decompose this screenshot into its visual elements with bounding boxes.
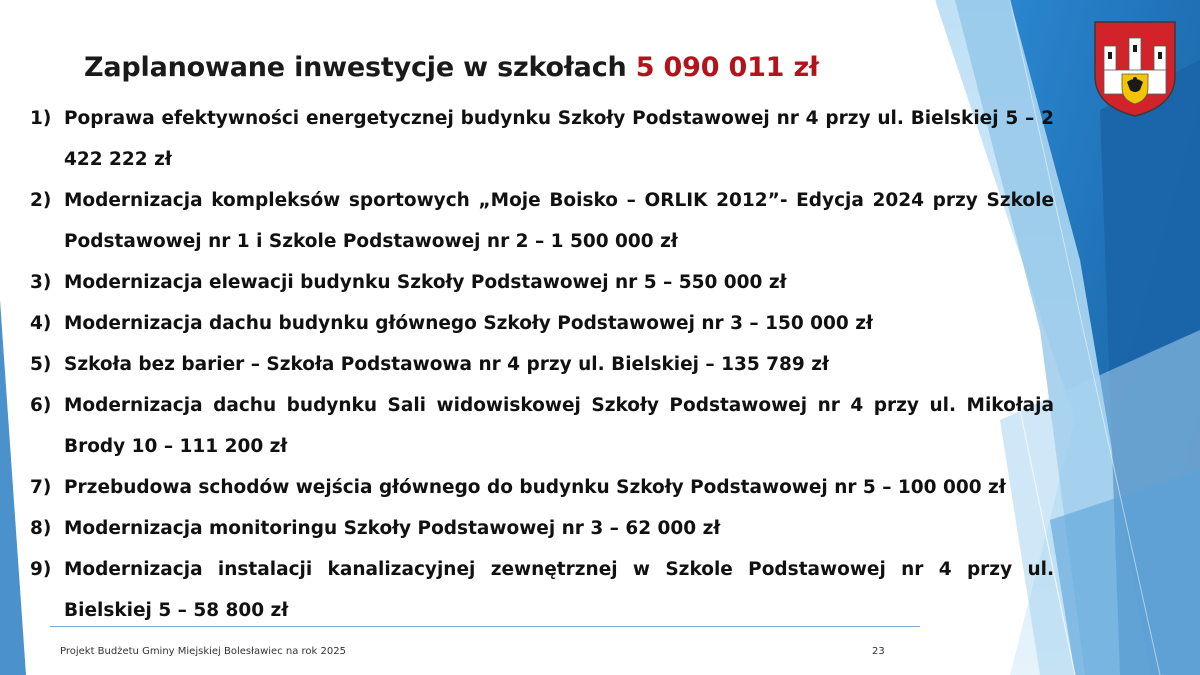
list-item xyxy=(30,344,1054,385)
list-item-number: 8) xyxy=(30,518,52,539)
list-item xyxy=(30,303,1054,344)
list-item xyxy=(30,467,1054,508)
page-number: 23 xyxy=(872,646,885,657)
list-item-text: Modernizacja dachu budynku Sali widowiskowej Szkoły Podstawowej nr 4 przy ul. Mikołaja Brody 10 – 111 200 zł xyxy=(64,395,1054,457)
list-item-number: 9) xyxy=(30,559,52,580)
list-item-text: Poprawa efektywności energetycznej budynku Szkoły Podstawowej nr 4 przy ul. Bielskiej 5 – 2 422 222 zł xyxy=(64,108,1054,170)
list-item-number: 7) xyxy=(30,477,52,498)
list-item-text: Modernizacja kompleksów sportowych „Moje Boisko – ORLIK 2012”- Edycja 2024 przy Szkole Podstawowej nr 1 i Szkole Podstawowej nr 2 – 1 500 000 zł xyxy=(64,190,1054,252)
slide-title-amount: 5 090 011 zł xyxy=(635,52,819,83)
list-item-text: Modernizacja monitoringu Szkoły Podstawowej nr 3 – 62 000 zł xyxy=(64,518,721,539)
list-item-text: Modernizacja dachu budynku głównego Szkoły Podstawowej nr 3 – 150 000 zł xyxy=(64,313,873,334)
list-item xyxy=(30,549,1054,631)
list-item xyxy=(30,262,1054,303)
list-item xyxy=(30,180,1054,262)
list-item-number: 3) xyxy=(30,272,52,293)
investment-list xyxy=(30,98,1054,631)
list-item-number: 1) xyxy=(30,108,52,129)
list-item-number: 6) xyxy=(30,395,52,416)
list-item xyxy=(30,385,1054,467)
list-item-text: Modernizacja elewacji budynku Szkoły Podstawowej nr 5 – 550 000 zł xyxy=(64,272,787,293)
coat-of-arms-icon xyxy=(1090,18,1180,118)
list-item-text: Modernizacja instalacji kanalizacyjnej zewnętrznej w Szkole Podstawowej nr 4 przy ul. Bielskiej 5 – 58 800 zł xyxy=(64,559,1054,621)
list-item xyxy=(30,98,1054,180)
list-item-text: Przebudowa schodów wejścia głównego do budynku Szkoły Podstawowej nr 5 – 100 000 zł xyxy=(64,477,1006,498)
list-item-number: 2) xyxy=(30,190,52,211)
slide-title-text: Zaplanowane inwestycje w szkołach xyxy=(84,52,627,83)
list-item-number: 4) xyxy=(30,313,52,334)
footer-divider xyxy=(50,626,920,627)
list-item-text: Szkoła bez barier – Szkoła Podstawowa nr 4 przy ul. Bielskiej – 135 789 zł xyxy=(64,354,829,375)
slide-title xyxy=(84,52,819,83)
list-item-number: 5) xyxy=(30,354,52,375)
list-item xyxy=(30,508,1054,549)
footer-text: Projekt Budżetu Gminy Miejskiej Bolesławiec na rok 2025 xyxy=(60,646,346,657)
